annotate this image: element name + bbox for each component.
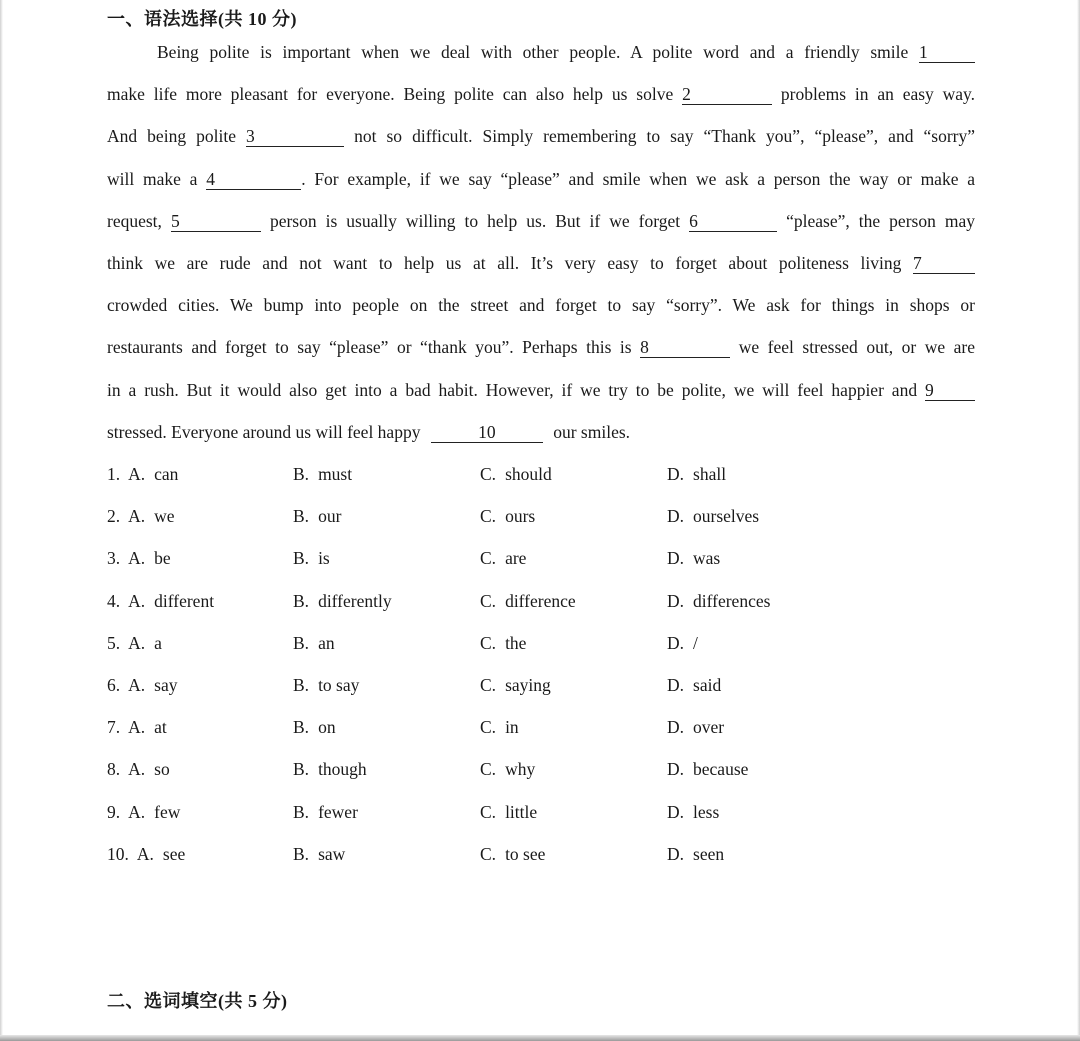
option-b[interactable]: B. on	[293, 717, 336, 738]
blank-8[interactable]: 8	[640, 337, 730, 358]
option-b[interactable]: B. differently	[293, 590, 392, 611]
option-b[interactable]: B. though	[293, 759, 367, 780]
passage-text: And being polite	[107, 126, 236, 147]
option-c[interactable]: C. difference	[480, 590, 576, 611]
passage-text: . For example, if we say “please” and smile when we ask a person the way or make a	[301, 168, 975, 189]
option-d[interactable]: D. said	[667, 674, 722, 695]
answer-options	[107, 453, 907, 875]
passage-text: not so difficult. Simply remembering to say “Thank you”, “please”, and “sorry”	[354, 126, 975, 147]
option-c[interactable]: C. the	[480, 632, 527, 653]
question-row	[107, 622, 907, 664]
option-b[interactable]: B. our	[293, 506, 342, 527]
passage-line	[107, 369, 975, 411]
option-c[interactable]: C. to see	[480, 843, 546, 864]
blank-3[interactable]: 3	[246, 126, 344, 147]
question-row	[107, 453, 907, 495]
option-a[interactable]: 7. A. at	[107, 717, 167, 738]
question-row	[107, 495, 907, 537]
page-bottom-edge	[0, 1035, 1080, 1041]
passage-line	[107, 31, 975, 73]
passage-text: crowded cities. We bump into people on the street and forget to say “sorry”. We ask for things in shops or	[107, 295, 975, 316]
passage-text: request,	[107, 210, 162, 231]
option-b[interactable]: B. to say	[293, 674, 360, 695]
section-heading-grammar: 一、语法选择(共 10 分)	[107, 9, 297, 29]
question-row	[107, 537, 907, 579]
passage-text: “please”, the person may	[786, 210, 975, 231]
option-b[interactable]: B. an	[293, 632, 335, 653]
passage-line	[107, 73, 975, 115]
passage-text: stressed. Everyone around us will feel happy	[107, 421, 421, 442]
option-a[interactable]: 6. A. say	[107, 674, 178, 695]
passage-text: person is usually willing to help us. But if we forget	[269, 210, 681, 231]
question-row	[107, 580, 907, 622]
option-a[interactable]: 8. A. so	[107, 759, 170, 780]
option-b[interactable]: B. is	[293, 548, 330, 569]
option-c[interactable]: C. little	[480, 801, 538, 822]
question-row	[107, 748, 907, 790]
option-a[interactable]: 9. A. few	[107, 801, 181, 822]
option-b[interactable]: B. must	[293, 464, 353, 484]
option-d[interactable]: D. seen	[667, 843, 725, 864]
passage-text: will make a	[107, 168, 198, 189]
option-c[interactable]: C. in	[480, 717, 519, 738]
blank-10[interactable]: 10	[431, 422, 543, 443]
passage-line	[107, 242, 975, 284]
option-c[interactable]: C. why	[480, 759, 536, 780]
option-c[interactable]: C. ours	[480, 506, 536, 527]
blank-5[interactable]: 5	[171, 211, 261, 232]
passage-line	[107, 200, 975, 242]
option-d[interactable]: D. ourselves	[667, 506, 760, 527]
passage-line	[107, 158, 975, 200]
passage	[107, 31, 975, 453]
question-row	[107, 833, 907, 875]
passage-line	[107, 411, 975, 453]
option-d[interactable]: D. was	[667, 548, 721, 569]
option-c[interactable]: C. are	[480, 548, 527, 569]
passage-text: Being polite is important when we deal with other people. A polite word and a friendly smile	[157, 42, 909, 62]
option-d[interactable]: D. differences	[667, 590, 771, 611]
option-b[interactable]: B. saw	[293, 843, 346, 864]
passage-text: think we are rude and not want to help us at all. It’s very easy to forget about politeness living	[107, 252, 902, 273]
blank-6[interactable]: 6	[689, 211, 777, 232]
passage-text: we feel stressed out, or we are	[738, 337, 976, 358]
option-d[interactable]: D. over	[667, 717, 725, 738]
passage-line	[107, 326, 975, 368]
question-row	[107, 706, 907, 748]
blank-2[interactable]: 2	[682, 84, 772, 105]
passage-text: make life more pleasant for everyone. Being polite can also help us solve	[107, 84, 674, 105]
option-a[interactable]: 10. A. see	[107, 843, 186, 864]
option-c[interactable]: C. saying	[480, 674, 551, 695]
option-d[interactable]: D. shall	[667, 464, 727, 484]
option-a[interactable]: 4. A. different	[107, 590, 215, 611]
blank-4[interactable]: 4	[206, 169, 301, 190]
passage-line	[107, 115, 975, 157]
passage-text: our smiles.	[553, 421, 631, 442]
passage-text: restaurants and forget to say “please” or “thank you”. Perhaps this is	[107, 337, 632, 358]
option-a[interactable]: 5. A. a	[107, 632, 162, 653]
option-d[interactable]: D. less	[667, 801, 720, 822]
option-d[interactable]: D. because	[667, 759, 749, 780]
blank-7[interactable]: 7	[913, 253, 975, 274]
blank-1[interactable]: 1	[919, 42, 975, 63]
passage-text: problems in an easy way.	[780, 84, 976, 105]
option-d[interactable]: D. /	[667, 632, 698, 653]
section-heading-word-fill: 二、选词填空(共 5 分)	[107, 991, 288, 1011]
question-row	[107, 791, 907, 833]
option-c[interactable]: C. should	[480, 464, 552, 484]
option-a[interactable]: 2. A. we	[107, 506, 175, 527]
passage-text: in a rush. But it would also get into a bad habit. However, if we try to be polite, we will feel happier and	[107, 379, 918, 400]
blank-9[interactable]: 9	[925, 380, 975, 401]
passage-line	[107, 284, 975, 326]
question-row	[107, 664, 907, 706]
option-a[interactable]: 1. A. can	[107, 464, 179, 484]
option-a[interactable]: 3. A. be	[107, 548, 171, 569]
page-left-edge	[0, 0, 3, 1041]
option-b[interactable]: B. fewer	[293, 801, 358, 822]
